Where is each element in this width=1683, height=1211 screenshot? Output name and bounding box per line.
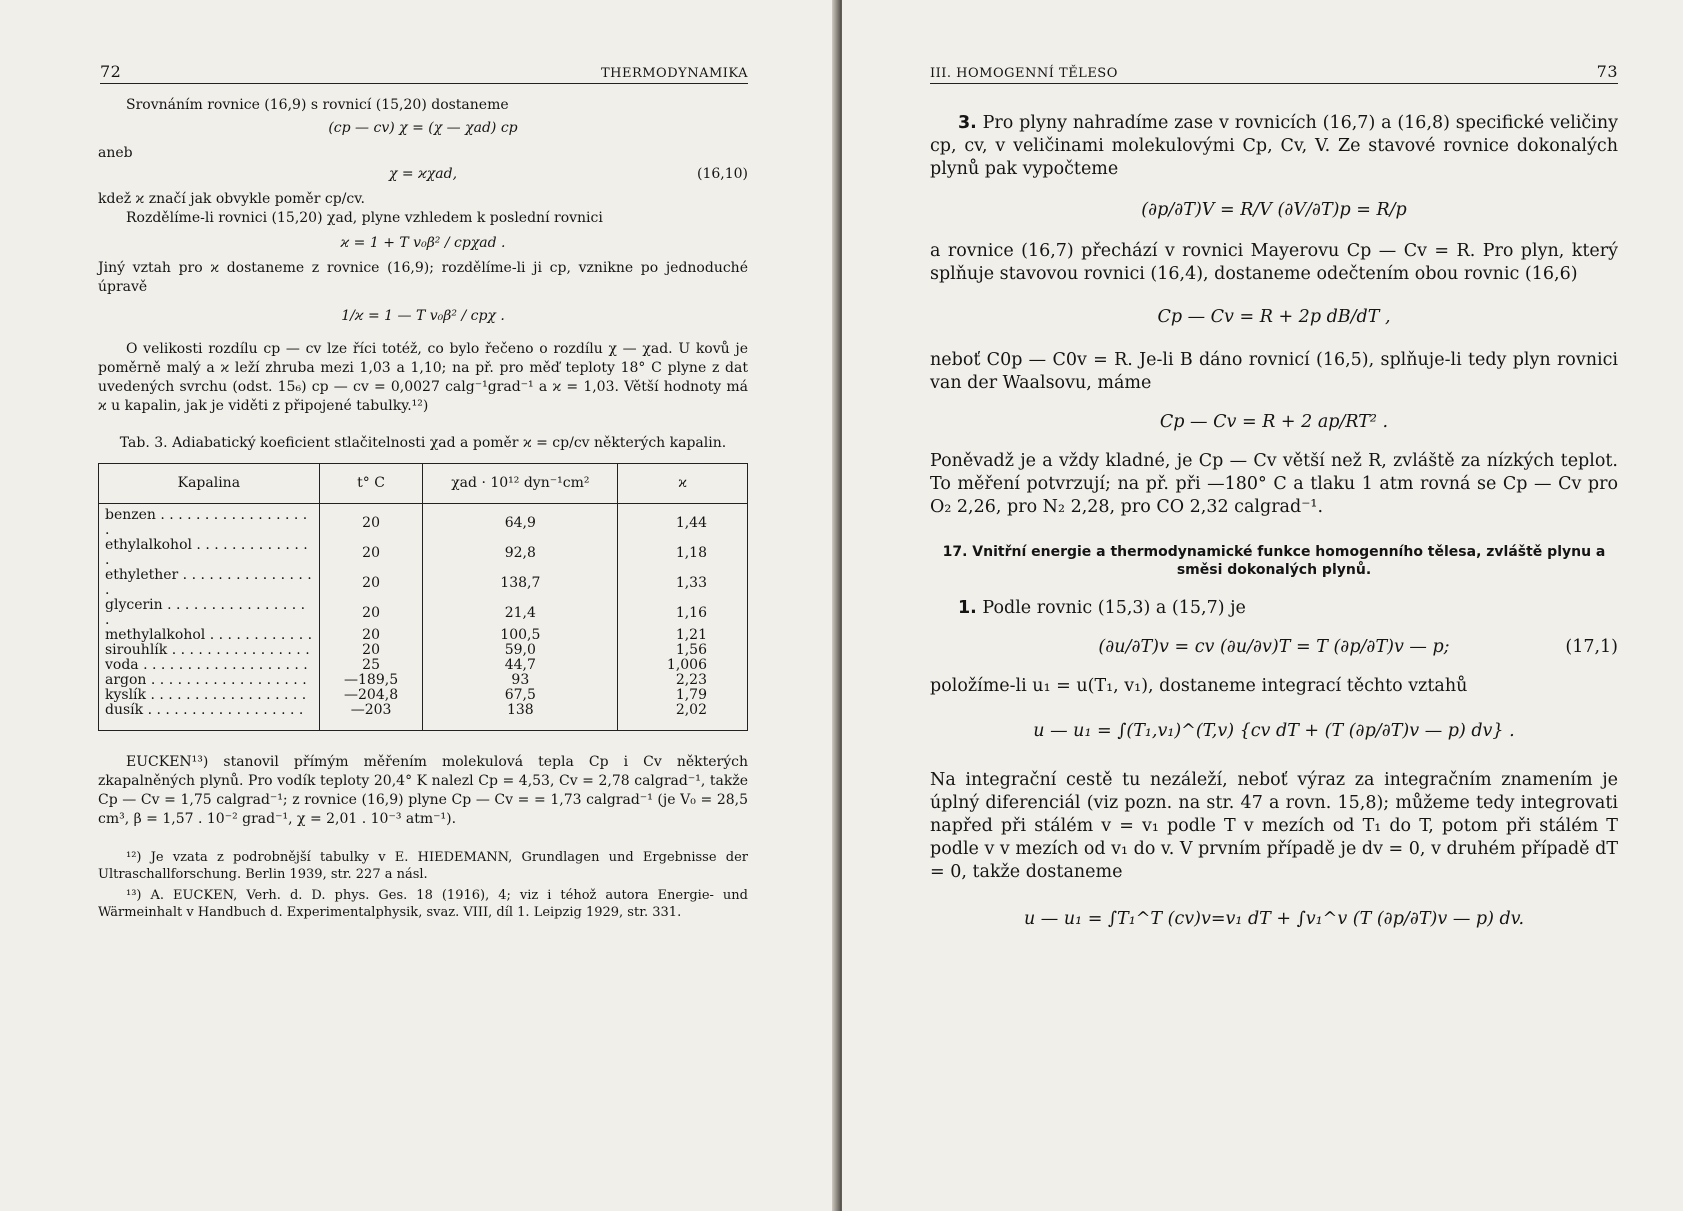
table-row xyxy=(99,658,748,673)
paragraph: položíme-li u₁ = u(T₁, v₁), dostaneme integrací těchto vztahů xyxy=(930,676,1468,696)
equation: Cp — Cv = R + 2p dB/dT , xyxy=(1157,307,1391,327)
page-number: 73 xyxy=(1596,62,1618,81)
table-cell: sirouhlík . . . . . . . . . . . . . . . . xyxy=(105,642,310,658)
right-page-header xyxy=(930,62,1618,84)
equation xyxy=(98,165,748,184)
paragraph xyxy=(930,112,1618,181)
paragraph: Srovnáním rovnice (16,9) s rovnicí (15,20) dostaneme xyxy=(126,97,509,113)
paragraph: neboť C0p — C0v = R. Je-li B dáno rovnicí (16,5), splňuje-li tedy plyn rovnici van der Waalsovu, máme xyxy=(930,350,1618,393)
table-row xyxy=(99,628,748,643)
equation: 1/ϰ = 1 — T v₀β² / cpχ . xyxy=(341,308,505,324)
left-text-column xyxy=(98,96,748,921)
table-cell: benzen . . . . . . . . . . . . . . . . . . xyxy=(105,507,308,538)
equation-number: (16,10) xyxy=(696,166,748,182)
table-cell: 1,006 xyxy=(618,658,748,673)
table-cell: 20 xyxy=(319,538,423,568)
table-cell: —189,5 xyxy=(319,673,423,688)
paragraph xyxy=(930,597,1618,620)
table-cell: 25 xyxy=(319,658,423,673)
column-header: Kapalina xyxy=(99,464,320,504)
table-cell: 21,4 xyxy=(423,598,618,628)
table-row xyxy=(99,643,748,658)
table-cell: 1,18 xyxy=(618,538,748,568)
table-caption: Tab. 3. Adiabatický koeficient stlačitelnosti χad a poměr ϰ = cp/cv některých kapalin. xyxy=(119,435,727,451)
equation-body: (∂u/∂T)v = cv (∂u/∂v)T = T (∂p/∂T)v — p; xyxy=(1098,637,1450,657)
paragraph: aneb xyxy=(98,145,133,161)
paragraph: Rozdělíme-li rovnici (15,20) χad, plyne vzhledem k poslední rovnici xyxy=(126,210,603,226)
left-page-header xyxy=(100,62,748,84)
equation xyxy=(930,636,1618,659)
table-cell: —203 xyxy=(319,703,423,731)
right-page xyxy=(842,0,1683,1211)
table-cell: 20 xyxy=(319,504,423,539)
table-row xyxy=(99,673,748,688)
paragraph: EUCKEN¹³) stanovil přímým měřením molekulová tepla Cp i Cv některých zkapalněných plynů. Pro vodík teploty 20,4° K nalezl Cp = 4,53, Cv = 2,78 calgrad⁻¹, takže Cp — Cv = 1,75 calgrad⁻¹; z rovnice (16,9) plyne Cp — Cv = = 1,73 calgrad⁻¹ (je V₀ = 28,5 cm³, β = 1,57 . 10⁻² grad⁻¹, χ = 2,01 . 10⁻³ atm⁻¹). xyxy=(98,754,748,827)
table-cell: glycerin . . . . . . . . . . . . . . . . . xyxy=(105,597,306,628)
paragraph: kdež ϰ značí jak obvykle poměr cp/cv. xyxy=(98,191,365,207)
table-cell: 1,16 xyxy=(618,598,748,628)
table-cell: 1,21 xyxy=(618,628,748,643)
table-cell: 2,23 xyxy=(618,673,748,688)
table-row xyxy=(99,504,748,539)
table-cell: 92,8 xyxy=(423,538,618,568)
table-cell: ethylether . . . . . . . . . . . . . . . . xyxy=(105,567,312,598)
table-cell: ethylalkohol . . . . . . . . . . . . . . xyxy=(105,537,308,568)
paragraph: a rovnice (16,7) přechází v rovnici Mayerovu Cp — Cv = R. Pro plyn, který splňuje stavovou rovnici (16,4), dostaneme odečtením obou rovnic (16,6) xyxy=(930,241,1618,284)
table-row xyxy=(99,568,748,598)
table-cell: 100,5 xyxy=(423,628,618,643)
paragraph: Poněvadž je a vždy kladné, je Cp — Cv větší než R, zvláště za nízkých teplot. To měření potvrzují; na př. při —180° C a tlaku 1 atm rovná se Cp — Cv pro O₂ 2,26, pro N₂ 2,28, pro CO 2,32 calgrad⁻¹. xyxy=(930,451,1618,517)
table-row xyxy=(99,703,748,731)
table-cell: 138,7 xyxy=(423,568,618,598)
paragraph: O velikosti rozdílu cp — cv lze říci totéž, co bylo řečeno o rozdílu χ — χad. U kovů je poměrně malý a ϰ leží zhruba mezi 1,03 a 1,10; na př. pro měď teploty 18° C plyne z dat uvedených svrchu (odst. 15₆) cp — cv = 0,0027 calg⁻¹grad⁻¹ a ϰ = 1,03. Větší hodnoty má ϰ u kapalin, jak je viděti z připojené tabulky.¹²) xyxy=(98,341,748,414)
equation: Cp — Cv = R + 2 ap/RT² . xyxy=(1159,412,1389,432)
paragraph-number: 3. xyxy=(958,113,977,133)
equation: u — u₁ = ∫T₁^T (cv)v=v₁ dT + ∫v₁^v (T (∂p/∂T)v — p) dv. xyxy=(1023,909,1525,929)
table-cell: 20 xyxy=(319,568,423,598)
table-cell: 67,5 xyxy=(423,688,618,703)
table-cell: 1,33 xyxy=(618,568,748,598)
table-cell: argon . . . . . . . . . . . . . . . . . . xyxy=(105,672,307,688)
table-cell: methylalkohol . . . . . . . . . . . . xyxy=(105,627,313,643)
equation: u — u₁ = ∫(T₁,v₁)^(T,v) {cv dT + (T (∂p/∂T)v — p) dv} . xyxy=(1033,721,1515,741)
table-cell: 1,79 xyxy=(618,688,748,703)
column-header: t° C xyxy=(319,464,423,504)
table-cell: 138 xyxy=(423,703,618,731)
equation-body: χ = ϰχad, xyxy=(388,166,458,182)
left-page xyxy=(0,0,838,1211)
footnote: ¹³) A. EUCKEN, Verh. d. D. phys. Ges. 18 (1916), 4; viz i téhož autora Energie- und Wärmeinhalt v Handbuch d. Experimentalphysik, svaz. VIII, díl 1. Leipzig 1929, str. 331. xyxy=(98,888,748,920)
table-cell: kyslík . . . . . . . . . . . . . . . . . . xyxy=(105,687,307,703)
footnote: ¹²) Je vzata z podrobnější tabulky v E. HIEDEMANN, Grundlagen und Ergebnisse der Ultraschallforschung. Berlin 1939, str. 227 a násl. xyxy=(98,850,748,882)
table-cell: 44,7 xyxy=(423,658,618,673)
table-row xyxy=(99,538,748,568)
table-cell: 64,9 xyxy=(423,504,618,539)
paragraph-text: Pro plyny nahradíme zase v rovnicích (16,7) a (16,8) specifické veličiny cp, cv, v veličinami molekulovými Cp, Cv, V. Ze stavové rovnice dokonalých plynů pak vypočteme xyxy=(930,113,1618,179)
right-text-column xyxy=(930,112,1618,955)
paragraph-number: 1. xyxy=(958,598,977,618)
table-header-row xyxy=(99,464,748,504)
table-cell: dusík . . . . . . . . . . . . . . . . . . xyxy=(105,702,304,718)
table-cell: 20 xyxy=(319,598,423,628)
table-cell: —204,8 xyxy=(319,688,423,703)
page-number: 72 xyxy=(100,62,122,81)
table-cell: 59,0 xyxy=(423,643,618,658)
table-cell: 20 xyxy=(319,643,423,658)
table-row xyxy=(99,688,748,703)
table-cell: 93 xyxy=(423,673,618,688)
equation: (∂p/∂T)V = R/V (∂V/∂T)p = R/p xyxy=(1141,200,1407,220)
table-cell: 1,44 xyxy=(618,504,748,539)
equation: ϰ = 1 + T v₀β² / cpχad . xyxy=(340,235,506,251)
paragraph: Jiný vztah pro ϰ dostaneme z rovnice (16,9); rozdělíme-li ji cp, vznikne po jednoduché úpravě xyxy=(98,260,748,295)
equation-number: (17,1) xyxy=(1565,637,1618,657)
paragraph-text: Podle rovnic (15,3) a (15,7) je xyxy=(982,598,1246,618)
table-cell: 20 xyxy=(319,628,423,643)
section-title: 17. Vnitřní energie a thermodynamické funkce homogenního tělesa, zvláště plynu a směsi dokonalých plynů. xyxy=(942,544,1606,578)
table-cell: voda . . . . . . . . . . . . . . . . . . . xyxy=(105,657,308,673)
running-title: THERMODYNAMIKA xyxy=(600,66,748,81)
column-header: χad · 10¹² dyn⁻¹cm² xyxy=(423,464,618,504)
paragraph: Na integrační cestě tu nezáleží, neboť výraz za integračním znamením je úplný diferenciál (viz pozn. na str. 47 a rovn. 15,8); můžeme tedy integrovati napřed při stálém v = v₁ podle T v mezích od T₁ do T, potom při stálém T podle v v mezích od v₁ do v. V prvním případě je dv = 0, v druhém případě dT = 0, takže dostaneme xyxy=(930,770,1618,882)
column-header: ϰ xyxy=(618,464,748,504)
data-table xyxy=(98,463,748,731)
table-cell: 1,56 xyxy=(618,643,748,658)
table-row xyxy=(99,598,748,628)
table-cell: 2,02 xyxy=(618,703,748,731)
running-title: III. HOMOGENNÍ TĚLESO xyxy=(930,66,1118,81)
equation: (cp — cv) χ = (χ — χad) cp xyxy=(328,120,518,136)
